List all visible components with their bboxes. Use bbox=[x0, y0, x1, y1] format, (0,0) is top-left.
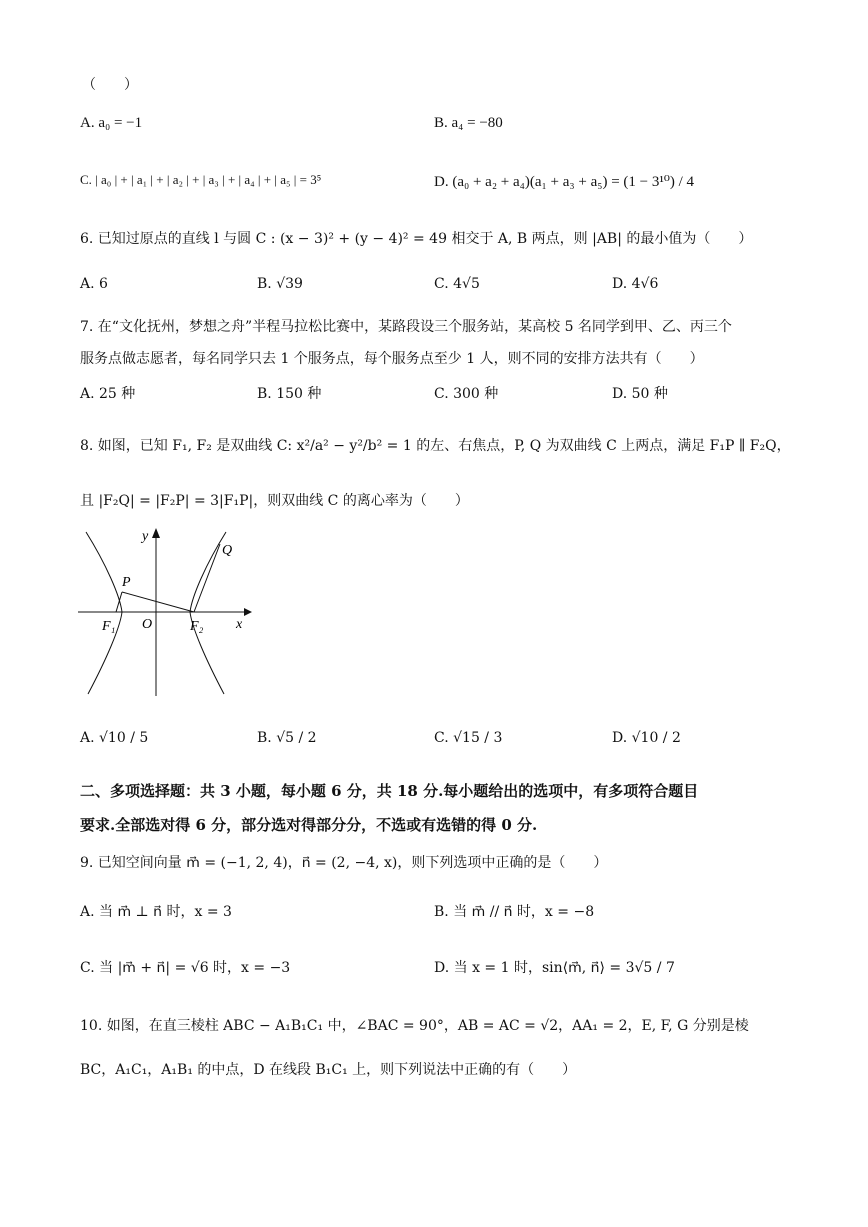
q6-option-c: C. 4√5 bbox=[434, 276, 480, 292]
q7-line-2: 服务点做志愿者，每名同学只去 1 个服务点，每个服务点至少 1 人，则不同的安排方法共有（ ） bbox=[80, 351, 704, 367]
y-axis-arrow bbox=[152, 528, 160, 538]
section-2-heading-line-2: 要求.全部选对得 6 分，部分选对得部分分，不选或有选错的得 0 分. bbox=[80, 816, 538, 834]
label-f2: F₂ bbox=[190, 619, 204, 634]
hyperbola-figure bbox=[76, 524, 256, 704]
q8-option-c: C. √15 / 3 bbox=[434, 730, 503, 746]
q7-line-1: 7. 在“文化抚州，梦想之舟”半程马拉松比赛中，某路段设三个服务站，某高校 5 名同学到甲、乙、丙三个 bbox=[80, 319, 732, 335]
q5-option-d: D. (a₀ + a₂ + a₄)(a₁ + a₃ + a₅) = (1 − 3¹⁰) / 4 bbox=[434, 174, 695, 190]
label-q: Q bbox=[222, 543, 233, 558]
label-o: O bbox=[142, 617, 153, 632]
q6-stem: 6. 已知过原点的直线 l 与圆 C : (x − 3)² + (y − 4)² = 49 相交于 A, B 两点，则 |AB| 的最小值为（ ） bbox=[80, 231, 753, 247]
q7-option-a: A. 25 种 bbox=[80, 386, 136, 402]
q9-stem: 9. 已知空间向量 m⃗ = (−1, 2, 4)，n⃗ = (2, −4, x)，则下列选项中正确的是（ ） bbox=[80, 855, 608, 871]
right-branch bbox=[190, 532, 226, 694]
label-x: x bbox=[236, 617, 243, 632]
label-f1: F₁ bbox=[102, 619, 116, 634]
q7-option-b: B. 150 种 bbox=[257, 386, 322, 402]
q5-option-c: C. | a₀ | + | a₁ | + | a₂ | + | a₃ | + | a₄ | + | a₅ | = 3⁵ bbox=[80, 172, 322, 187]
left-branch bbox=[86, 532, 122, 694]
q8-option-d: D. √10 / 2 bbox=[612, 730, 681, 746]
q9-option-c: C. 当 |m⃗ + n⃗| = √6 时，x = −3 bbox=[80, 960, 291, 976]
label-y: y bbox=[142, 529, 149, 544]
q5-option-a: A. a₀ = −1 bbox=[80, 115, 143, 131]
segment-f2q bbox=[194, 544, 220, 612]
q7-option-c: C. 300 种 bbox=[434, 386, 499, 402]
q6-option-b: B. √39 bbox=[257, 276, 303, 292]
segment-pf2 bbox=[122, 592, 194, 612]
q6-option-d: D. 4√6 bbox=[612, 276, 659, 292]
q7-option-d: D. 50 种 bbox=[612, 386, 668, 402]
q10-line-2: BC，A₁C₁，A₁B₁ 的中点，D 在线段 B₁C₁ 上，则下列说法中正确的有（ ） bbox=[80, 1062, 577, 1078]
question-paren: （ ） bbox=[82, 77, 138, 93]
q9-option-a: A. 当 m⃗ ⊥ n⃗ 时，x = 3 bbox=[80, 904, 232, 920]
section-2-heading-line-1: 二、多项选择题：共 3 小题，每小题 6 分，共 18 分.每小题给出的选项中，有多项符合题目 bbox=[80, 782, 699, 800]
q8-option-b: B. √5 / 2 bbox=[257, 730, 317, 746]
q8-line-2: 且 |F₂Q| = |F₂P| = 3|F₁P|，则双曲线 C 的离心率为（ ） bbox=[80, 493, 469, 509]
q5-option-b: B. a₄ = −80 bbox=[434, 115, 503, 131]
q8-option-a: A. √10 / 5 bbox=[80, 730, 149, 746]
x-axis-arrow bbox=[244, 608, 252, 616]
q9-option-b: B. 当 m⃗ // n⃗ 时，x = −8 bbox=[434, 904, 595, 920]
q10-line-1: 10. 如图，在直三棱柱 ABC − A₁B₁C₁ 中，∠BAC = 90°，AB = AC = √2，AA₁ = 2，E, F, G 分别是棱 bbox=[80, 1018, 749, 1034]
q6-option-a: A. 6 bbox=[80, 276, 108, 292]
q8-line-1: 8. 如图，已知 F₁, F₂ 是双曲线 C: x²/a² − y²/b² = 1 的左、右焦点，P, Q 为双曲线 C 上两点，满足 F₁P ∥ F₂Q， bbox=[80, 438, 791, 454]
q9-option-d: D. 当 x = 1 时，sin⟨m⃗, n⃗⟩ = 3√5 / 7 bbox=[434, 960, 675, 976]
label-p: P bbox=[122, 575, 131, 590]
